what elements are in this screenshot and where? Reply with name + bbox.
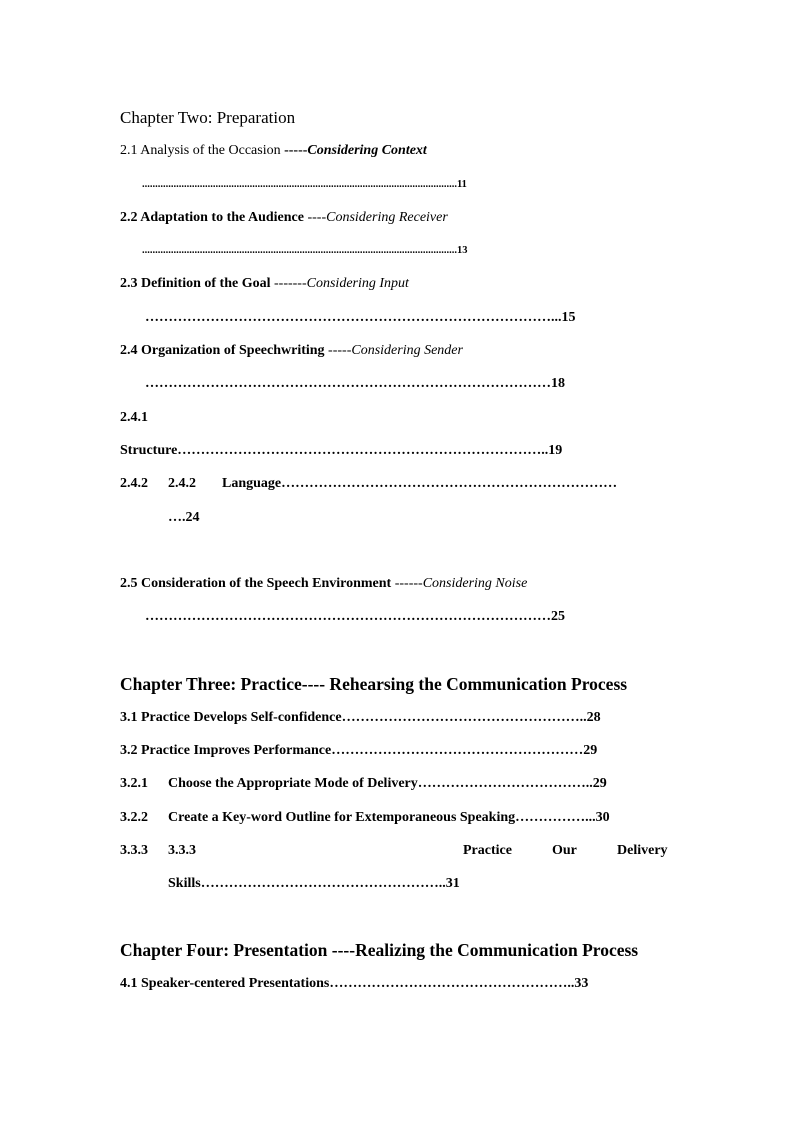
chapter-two-heading: Chapter Two: Preparation bbox=[120, 108, 296, 127]
toc-entry-2-4-dash: ----- bbox=[328, 343, 352, 358]
toc-entry-3-2-1: Choose the Appropriate Mode of Delivery………………………………..29 bbox=[168, 776, 607, 791]
toc-entry-2-3-leader: ……………………………………………………………………………...15 bbox=[145, 310, 576, 325]
toc-entry-2-1-label: 2.1 Analysis of the Occasion bbox=[120, 143, 285, 158]
toc-entry-2-2-leader: ........................................................................................................................13 bbox=[142, 245, 468, 256]
toc-entry-2-1-sub: Considering Context bbox=[307, 143, 427, 158]
toc-entry-3-3-3-word-our: Our bbox=[552, 843, 577, 858]
toc-entry-3-1: 3.1 Practice Develops Self-confidence……………………………………………..28 bbox=[120, 710, 601, 725]
toc-entry-2-2-sub: Considering Receiver bbox=[326, 210, 448, 225]
toc-entry-2-4-sub: Considering Sender bbox=[351, 343, 463, 358]
toc-entry-2-5-sub: Considering Noise bbox=[422, 576, 528, 591]
toc-entry-2-5-dash: ------ bbox=[394, 576, 423, 591]
toc-entry-2-2-dash: ---- bbox=[307, 210, 327, 225]
toc-entry-3-3-3-word-delivery: Delivery bbox=[617, 843, 668, 858]
toc-entry-2-4-2-label: Language bbox=[222, 476, 282, 491]
toc-entry-3-2: 3.2 Practice Improves Performance………………………………………………29 bbox=[120, 743, 598, 758]
toc-entry-2-1 bbox=[120, 144, 427, 158]
toc-entry-2-4-2-leader: ……………………………………………………………… bbox=[281, 476, 618, 491]
toc-entry-3-3-3-word-practice: Practice bbox=[463, 843, 512, 858]
toc-entry-2-4-2-number: 2.4.2 bbox=[120, 476, 148, 491]
toc-entry-2-3-label: 2.3 Definition of the Goal bbox=[120, 276, 274, 291]
toc-entry-2-4 bbox=[120, 344, 463, 358]
toc-entry-2-3-dash: ------- bbox=[274, 276, 307, 291]
toc-entry-2-4-1-number: 2.4.1 bbox=[120, 410, 148, 425]
toc-entry-2-5-leader: ……………………………………………………………………………25 bbox=[145, 609, 565, 624]
toc-entry-3-2-2-number: 3.2.2 bbox=[120, 810, 148, 825]
toc-entry-2-4-2-number-repeat: 2.4.2 bbox=[168, 476, 196, 491]
toc-entry-3-3-3-number-repeat: 3.3.3 bbox=[168, 843, 196, 858]
toc-entry-2-5 bbox=[120, 577, 527, 591]
toc-entry-2-4-leader: ……………………………………………………………………………18 bbox=[145, 376, 565, 391]
toc-entry-2-5-label: 2.5 Consideration of the Speech Environment bbox=[120, 576, 395, 591]
toc-entry-2-2 bbox=[120, 211, 448, 225]
toc-entry-3-3-3-leader: Skills……………………………………………..31 bbox=[168, 876, 460, 891]
toc-entry-2-4-label: 2.4 Organization of Speechwriting bbox=[120, 343, 329, 358]
toc-entry-2-1-dash: ----- bbox=[284, 143, 308, 158]
toc-entry-2-4-2-page: ….24 bbox=[168, 510, 200, 525]
toc-entry-3-3-3-number: 3.3.3 bbox=[120, 843, 148, 858]
toc-entry-2-1-leader: ........................................................................................................................11 bbox=[142, 179, 467, 190]
toc-entry-4-1: 4.1 Speaker-centered Presentations……………………………………………..33 bbox=[120, 976, 589, 991]
toc-entry-2-2-label: 2.2 Adaptation to the Audience bbox=[120, 210, 308, 225]
chapter-four-heading: Chapter Four: Presentation ----Realizing the Communication Process bbox=[120, 940, 639, 960]
toc-entry-2-4-2 bbox=[222, 477, 617, 491]
toc-entry-3-2-1-number: 3.2.1 bbox=[120, 776, 148, 791]
toc-entry-2-3 bbox=[120, 277, 409, 291]
toc-entry-3-2-2: Create a Key-word Outline for Extemporaneous Speaking……………...30 bbox=[168, 810, 610, 825]
chapter-three-heading: Chapter Three: Practice---- Rehearsing the Communication Process bbox=[120, 674, 628, 694]
toc-entry-2-3-sub: Considering Input bbox=[306, 276, 409, 291]
toc-entry-2-4-1-leader: Structure……………………………………………………………………..19 bbox=[120, 443, 563, 458]
